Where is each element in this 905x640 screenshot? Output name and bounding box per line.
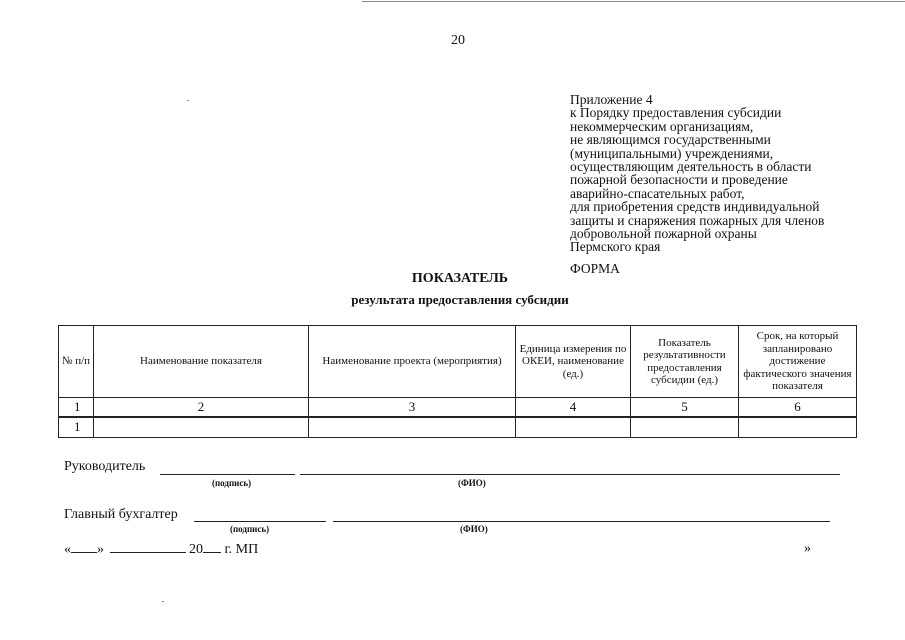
- table-cell: [94, 417, 309, 438]
- header-cell-indicator: Наименование показателя: [94, 326, 309, 398]
- column-number: 5: [631, 398, 739, 418]
- table-cell: 1: [59, 417, 94, 438]
- appendix-line: (муниципальными) учреждениями,: [570, 145, 774, 161]
- header-cell-deadline: Срок, на который запланировано достижение фактического значения показателя: [739, 326, 857, 398]
- header-cell-unit: Единица измерения по ОКЕИ, наименование (ед.): [516, 326, 631, 398]
- appendix-line: аварийно-спасательных работ,: [570, 185, 745, 201]
- document-title: ПОКАЗАТЕЛЬ: [411, 271, 509, 286]
- accountant-name-line: [333, 521, 830, 522]
- year-suffix: г. МП: [224, 542, 259, 557]
- head-signature-line: [160, 474, 295, 475]
- table-header-row: [59, 326, 857, 398]
- appendix-block: [570, 93, 890, 254]
- year-prefix: 20: [189, 542, 203, 557]
- header-cell-project: Наименование проекта (мероприятия): [309, 326, 516, 398]
- scan-speck: [162, 601, 164, 602]
- page-number: 20: [451, 33, 465, 48]
- column-number: 1: [59, 398, 94, 418]
- column-number: 3: [309, 398, 516, 418]
- table-cell: [739, 417, 857, 438]
- date-open-quote: «: [64, 542, 71, 557]
- appendix-line: защиты и снаряжения пожарных для членов: [570, 212, 825, 228]
- column-number: 2: [94, 398, 309, 418]
- form-label: ФОРМА: [570, 261, 620, 276]
- appendix-line: к Порядку предоставления субсидии: [570, 105, 782, 121]
- date-close-quote: »: [97, 542, 104, 557]
- accountant-label: Главный бухгалтер: [64, 507, 178, 522]
- top-scan-rule: [362, 1, 905, 2]
- head-name-line: [300, 474, 840, 475]
- appendix-line: не являющимся государственными: [570, 132, 771, 148]
- indicator-table: [58, 325, 857, 438]
- accountant-signature-hint: (подпись): [230, 524, 270, 534]
- table-cell: [631, 417, 739, 438]
- table-cell: [516, 417, 631, 438]
- day-blank: [71, 540, 97, 553]
- appendix-line: Пермского края: [570, 239, 661, 255]
- month-blank: [110, 540, 186, 553]
- accountant-name-hint: (ФИО): [460, 524, 488, 534]
- appendix-line: пожарной безопасности и проведение: [570, 172, 788, 188]
- appendix-line: для приобретения средств индивидуальной: [570, 199, 820, 215]
- header-cell-number: № п/п: [59, 326, 94, 398]
- header-cell-performance: Показатель результативности предоставления субсидии (ед.): [631, 326, 739, 398]
- appendix-line: некоммерческим организациям,: [570, 118, 754, 134]
- year-blank: [203, 540, 221, 553]
- appendix-line: добровольной пожарной охраны: [570, 226, 757, 242]
- date-line: [64, 540, 258, 558]
- column-number: 4: [516, 398, 631, 418]
- table-column-number-row: [59, 398, 857, 418]
- table-cell: [309, 417, 516, 438]
- trailing-quote: »: [804, 541, 811, 556]
- column-number: 6: [739, 398, 857, 418]
- scan-speck: [187, 100, 189, 101]
- head-label: Руководитель: [64, 459, 146, 474]
- table-row: [59, 417, 857, 438]
- accountant-signature-line: [194, 521, 326, 522]
- appendix-line: осуществляющим деятельность в области: [570, 159, 812, 175]
- appendix-line: Приложение 4: [570, 92, 653, 107]
- head-signature-hint: (подпись): [212, 478, 252, 488]
- document-subtitle: результата предоставления субсидии: [351, 292, 569, 307]
- head-name-hint: (ФИО): [458, 478, 486, 488]
